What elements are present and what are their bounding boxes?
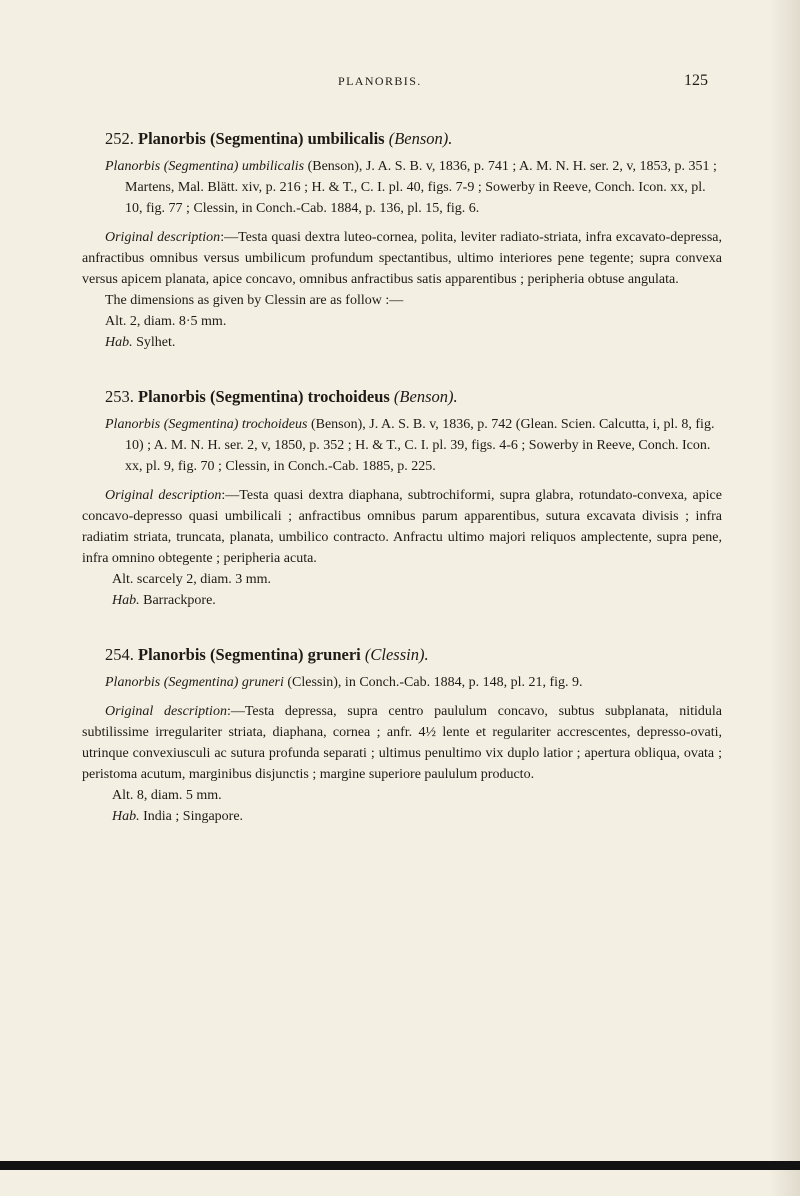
species-number: 253. bbox=[105, 387, 134, 406]
page-edge-shadow bbox=[770, 0, 800, 1196]
habitat bbox=[105, 332, 722, 353]
synonymy-name: Planorbis (Segmentina) trochoideus bbox=[105, 417, 308, 432]
habitat-label: Hab. bbox=[105, 335, 133, 350]
habitat-text: Barrackpore. bbox=[143, 593, 216, 608]
description-label: Original description bbox=[105, 704, 227, 719]
description-text: :—Testa depressa, supra centro paululum concavo, subtus subplanata, nitidula subtilissime irregulariter striata, diaphana, cornea ; anfr. 4½ lente et regulariter accrescentes, depresso-ovati, utrinque convexiusculi ac sutura profunda separati ; ultimus penultimo vix duplo latior ; apertura obliqua, ovata ; peristoma acutum, marginibus disjunctis ; margine superiore paululum producto. bbox=[82, 704, 722, 782]
description-text: :—Testa quasi dextra diaphana, subtrochiformi, supra glabra, rotundato-convexa, apice concavo-depresso quasi umbilicali ; anfractibus omnibus parum apparentibus, sutura excavata divisis ; infra radiatim striata, truncata, planata, umbilico contracto. Anfractu ultimo majori reliquos amplectente, supra pene, infra omnino obtegente ; peripheria acuta. bbox=[82, 488, 722, 566]
synonymy-text: (Benson), J. A. S. B. v, 1836, p. 742 (Glean. Scien. Calcutta, i, pl. 8, fig. 10) ; A. M. N. H. ser. 2, v, 1850, p. 352 ; H. & T., C. I. pl. 39, figs. 4-6 ; Sowerby in Reeve, Conch. Icon. xx, pl. 9, fig. 70 ; Clessin, in Conch.-Cab. 1885, p. 225. bbox=[125, 417, 715, 474]
species-entry-253 bbox=[82, 386, 722, 611]
species-author: (Benson). bbox=[388, 129, 453, 148]
page-number: 125 bbox=[684, 72, 708, 89]
species-entry-254 bbox=[82, 644, 722, 827]
running-head bbox=[0, 74, 800, 96]
dimensions: Alt. scarcely 2, diam. 3 mm. bbox=[112, 572, 272, 587]
synonymy bbox=[105, 156, 722, 219]
habitat-text: Sylhet. bbox=[136, 335, 176, 350]
original-description bbox=[82, 227, 722, 290]
text-block bbox=[82, 128, 722, 827]
species-author: (Clessin). bbox=[364, 645, 429, 664]
dimensions: Alt. 2, diam. 8·5 mm. bbox=[105, 314, 227, 329]
original-description bbox=[82, 485, 722, 569]
synonymy-name: Planorbis (Segmentina) umbilicalis bbox=[105, 159, 305, 174]
habitat bbox=[112, 806, 722, 827]
dimensions-intro: The dimensions as given by Clessin are as follow :— bbox=[105, 293, 404, 308]
synonymy-text: (Benson), J. A. S. B. v, 1836, p. 741 ; A. M. N. H. ser. 2, v, 1853, p. 351 ; Martens, Mal. Blätt. xiv, p. 216 ; H. & T., C. I. pl. 40, figs. 7-9 ; Sowerby in Reeve, Conch. Icon. xx, pl. 10, fig. 77 ; Clessin, in Conch.-Cab. 1884, p. 136, pl. 15, fig. 6. bbox=[125, 159, 717, 216]
species-name: Planorbis (Segmentina) trochoideus bbox=[138, 387, 390, 406]
scan-binding-edge bbox=[0, 1161, 800, 1170]
description-label: Original description bbox=[105, 488, 222, 503]
habitat bbox=[112, 590, 722, 611]
synonymy bbox=[105, 672, 722, 693]
species-heading bbox=[105, 386, 722, 408]
species-heading bbox=[105, 128, 722, 150]
description-text: :—Testa quasi dextra luteo-cornea, polita, leviter radiato-striata, infra excavato-depressa, anfractibus omnibus versus umbilicum profundum spectantibus, ultimo interiores pene tegente; supra convexa versus apicem planata, apice concavo, omnibus anfractibus satis apparentibus ; peripheria obtuse angulata. bbox=[82, 230, 722, 287]
synonymy-name: Planorbis (Segmentina) gruneri bbox=[105, 675, 284, 690]
species-heading bbox=[105, 644, 722, 666]
synonymy-text: (Clessin), in Conch.-Cab. 1884, p. 148, pl. 21, fig. 9. bbox=[287, 675, 583, 690]
synonymy bbox=[105, 414, 722, 477]
dimensions: Alt. 8, diam. 5 mm. bbox=[112, 788, 222, 803]
species-number: 254. bbox=[105, 645, 134, 664]
original-description bbox=[82, 701, 722, 785]
species-author: (Benson). bbox=[393, 387, 458, 406]
description-label: Original description bbox=[105, 230, 221, 245]
habitat-label: Hab. bbox=[112, 809, 140, 824]
habitat-text: India ; Singapore. bbox=[143, 809, 244, 824]
species-number: 252. bbox=[105, 129, 134, 148]
running-title: PLANORBIS. bbox=[338, 74, 422, 88]
species-name: Planorbis (Segmentina) gruneri bbox=[138, 645, 361, 664]
habitat-label: Hab. bbox=[112, 593, 140, 608]
species-name: Planorbis (Segmentina) umbilicalis bbox=[138, 129, 385, 148]
species-entry-252 bbox=[82, 128, 722, 353]
